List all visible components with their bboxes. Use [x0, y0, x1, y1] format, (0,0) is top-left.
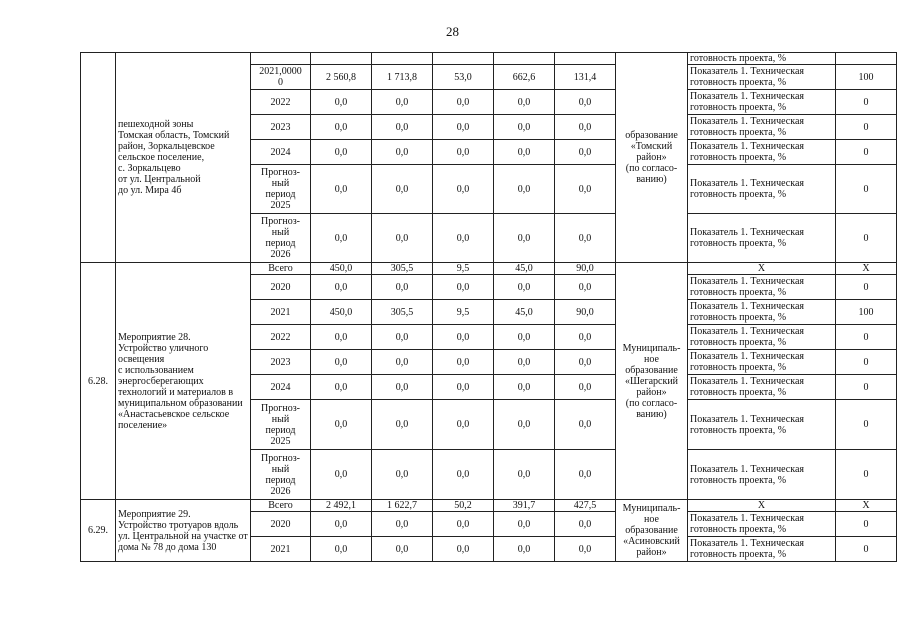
value-cell: 0,0: [433, 140, 494, 165]
value-cell: 2 560,8: [311, 65, 372, 90]
value-cell: 0,0: [494, 275, 555, 300]
value-cell: 0,0: [372, 90, 433, 115]
value-cell: 0,0: [311, 537, 372, 562]
value-cell: 0,0: [555, 350, 616, 375]
value-cell: 90,0: [555, 300, 616, 325]
value-cell: 0,0: [311, 275, 372, 300]
year-cell: Всего: [251, 500, 311, 512]
indicator-cell: Показатель 1. Техническая готовность проекта, %: [688, 214, 836, 263]
value-cell: 0,0: [555, 115, 616, 140]
target-cell: 0: [836, 214, 897, 263]
target-cell: 100: [836, 300, 897, 325]
indicator-cell: Показатель 1. Техническая готовность проекта, %: [688, 90, 836, 115]
indicator-cell: Показатель 1. Техническая готовность проекта, %: [688, 275, 836, 300]
year-cell: Прогноз- ный период 2026: [251, 214, 311, 263]
value-cell: 0,0: [311, 375, 372, 400]
value-cell: 131,4: [555, 65, 616, 90]
value-cell: 0,0: [311, 450, 372, 500]
target-cell: X: [836, 500, 897, 512]
value-cell: 0,0: [372, 325, 433, 350]
target-cell: 0: [836, 115, 897, 140]
measure-name: пешеходной зоны Томская область, Томский район, Зоркальцевское сельское поселение, с. Зоркальцево от ул. Центральной до ул. Мира 4б: [116, 53, 251, 263]
table-body: [81, 53, 897, 562]
value-cell: 0,0: [555, 400, 616, 450]
year-cell: Всего: [251, 263, 311, 275]
value-cell: 0,0: [433, 275, 494, 300]
indicator-cell: Показатель 1. Техническая готовность проекта, %: [688, 325, 836, 350]
year-cell: [251, 53, 311, 65]
target-cell: 0: [836, 350, 897, 375]
row-number: 6.29.: [81, 500, 116, 562]
table-row: [81, 500, 897, 512]
row-number: [81, 53, 116, 263]
indicator-cell: Показатель 1. Техническая готовность проекта, %: [688, 350, 836, 375]
year-cell: 2021,0000 0: [251, 65, 311, 90]
indicator-cell: Показатель 1. Техническая готовность проекта, %: [688, 375, 836, 400]
value-cell: 0,0: [433, 375, 494, 400]
value-cell: 0,0: [494, 537, 555, 562]
target-cell: 100: [836, 65, 897, 90]
value-cell: 9,5: [433, 263, 494, 275]
year-cell: 2021: [251, 300, 311, 325]
value-cell: 0,0: [494, 350, 555, 375]
target-cell: 0: [836, 400, 897, 450]
year-cell: 2020: [251, 275, 311, 300]
value-cell: 0,0: [433, 115, 494, 140]
value-cell: 0,0: [555, 275, 616, 300]
value-cell: 0,0: [433, 214, 494, 263]
year-cell: 2023: [251, 115, 311, 140]
target-cell: 0: [836, 450, 897, 500]
target-cell: 0: [836, 275, 897, 300]
executor-cell: Муниципаль- ное образование «Шегарский район» (по согласо-ванию): [616, 263, 688, 500]
value-cell: 427,5: [555, 500, 616, 512]
value-cell: 45,0: [494, 263, 555, 275]
value-cell: 0,0: [433, 537, 494, 562]
value-cell: 0,0: [433, 325, 494, 350]
indicator-cell: X: [688, 263, 836, 275]
value-cell: 0,0: [311, 115, 372, 140]
value-cell: 450,0: [311, 300, 372, 325]
value-cell: [372, 53, 433, 65]
value-cell: 0,0: [555, 214, 616, 263]
value-cell: 0,0: [494, 165, 555, 214]
value-cell: 0,0: [372, 512, 433, 537]
value-cell: 45,0: [494, 300, 555, 325]
target-cell: 0: [836, 165, 897, 214]
value-cell: 0,0: [555, 537, 616, 562]
value-cell: 0,0: [494, 90, 555, 115]
value-cell: 53,0: [433, 65, 494, 90]
target-cell: X: [836, 263, 897, 275]
indicator-cell: Показатель 1. Техническая готовность проекта, %: [688, 400, 836, 450]
measure-name: Мероприятие 28. Устройство уличного освещения с использованием энергосберегающих технологий и материалов в муниципальном образовании «Анастасьевское сельское поселение»: [116, 263, 251, 500]
target-cell: 0: [836, 325, 897, 350]
value-cell: 0,0: [372, 275, 433, 300]
value-cell: 0,0: [311, 400, 372, 450]
value-cell: 2 492,1: [311, 500, 372, 512]
value-cell: 0,0: [372, 375, 433, 400]
value-cell: 0,0: [555, 165, 616, 214]
executor-cell: Муниципаль- ное образование «Асиновский район»: [616, 500, 688, 562]
page-number: 28: [446, 24, 459, 39]
value-cell: 662,6: [494, 65, 555, 90]
value-cell: 0,0: [494, 512, 555, 537]
indicator-cell: Показатель 1. Техническая готовность проекта, %: [688, 450, 836, 500]
value-cell: 0,0: [372, 115, 433, 140]
value-cell: 450,0: [311, 263, 372, 275]
value-cell: 0,0: [494, 325, 555, 350]
target-cell: 0: [836, 537, 897, 562]
value-cell: 0,0: [372, 140, 433, 165]
target-cell: 0: [836, 140, 897, 165]
value-cell: 0,0: [555, 140, 616, 165]
row-number: 6.28.: [81, 263, 116, 500]
value-cell: 0,0: [494, 375, 555, 400]
year-cell: 2023: [251, 350, 311, 375]
year-cell: 2022: [251, 90, 311, 115]
value-cell: 391,7: [494, 500, 555, 512]
year-cell: 2020: [251, 512, 311, 537]
value-cell: 0,0: [311, 90, 372, 115]
year-cell: 2024: [251, 140, 311, 165]
value-cell: 0,0: [433, 450, 494, 500]
value-cell: 305,5: [372, 263, 433, 275]
value-cell: [433, 53, 494, 65]
value-cell: 0,0: [433, 400, 494, 450]
indicator-cell: Показатель 1. Техническая готовность проекта, %: [688, 140, 836, 165]
value-cell: 1 713,8: [372, 65, 433, 90]
indicator-cell: Показатель 1. Техническая готовность проекта, %: [688, 512, 836, 537]
value-cell: 0,0: [494, 115, 555, 140]
value-cell: 0,0: [372, 165, 433, 214]
year-cell: 2022: [251, 325, 311, 350]
value-cell: 305,5: [372, 300, 433, 325]
value-cell: 0,0: [433, 350, 494, 375]
year-cell: 2021: [251, 537, 311, 562]
value-cell: [555, 53, 616, 65]
value-cell: 0,0: [555, 375, 616, 400]
indicator-cell: Показатель 1. Техническая готовность проекта, %: [688, 65, 836, 90]
value-cell: 0,0: [494, 214, 555, 263]
value-cell: 0,0: [311, 140, 372, 165]
indicator-cell: готовность проекта, %: [688, 53, 836, 65]
value-cell: [311, 53, 372, 65]
value-cell: 50,2: [433, 500, 494, 512]
value-cell: 0,0: [433, 512, 494, 537]
value-cell: 0,0: [372, 400, 433, 450]
value-cell: 1 622,7: [372, 500, 433, 512]
value-cell: 0,0: [311, 165, 372, 214]
target-cell: 0: [836, 90, 897, 115]
indicator-cell: X: [688, 500, 836, 512]
year-cell: Прогноз- ный период 2026: [251, 450, 311, 500]
indicator-cell: Показатель 1. Техническая готовность проекта, %: [688, 537, 836, 562]
value-cell: 0,0: [372, 450, 433, 500]
value-cell: 0,0: [433, 165, 494, 214]
year-cell: Прогноз- ный период 2025: [251, 400, 311, 450]
value-cell: 0,0: [555, 450, 616, 500]
measure-name: Мероприятие 29. Устройство тротуаров вдоль ул. Центральной на участке от дома № 78 до дома 130: [116, 500, 251, 562]
table-row: [81, 263, 897, 275]
value-cell: 0,0: [494, 140, 555, 165]
value-cell: 9,5: [433, 300, 494, 325]
value-cell: [494, 53, 555, 65]
indicator-cell: Показатель 1. Техническая готовность проекта, %: [688, 300, 836, 325]
executor-cell: образование «Томский район» (по согласо-ванию): [616, 53, 688, 263]
value-cell: 0,0: [433, 90, 494, 115]
indicator-cell: Показатель 1. Техническая готовность проекта, %: [688, 115, 836, 140]
value-cell: 0,0: [311, 512, 372, 537]
value-cell: 0,0: [555, 325, 616, 350]
value-cell: 0,0: [494, 400, 555, 450]
value-cell: 0,0: [494, 450, 555, 500]
value-cell: 0,0: [555, 90, 616, 115]
value-cell: 0,0: [311, 350, 372, 375]
program-table: [80, 52, 897, 562]
year-cell: 2024: [251, 375, 311, 400]
value-cell: 0,0: [372, 214, 433, 263]
value-cell: 90,0: [555, 263, 616, 275]
value-cell: 0,0: [372, 537, 433, 562]
target-cell: 0: [836, 375, 897, 400]
target-cell: [836, 53, 897, 65]
table-row: [81, 53, 897, 65]
value-cell: 0,0: [372, 350, 433, 375]
target-cell: 0: [836, 512, 897, 537]
indicator-cell: Показатель 1. Техническая готовность проекта, %: [688, 165, 836, 214]
value-cell: 0,0: [311, 214, 372, 263]
value-cell: 0,0: [311, 325, 372, 350]
year-cell: Прогноз- ный период 2025: [251, 165, 311, 214]
value-cell: 0,0: [555, 512, 616, 537]
